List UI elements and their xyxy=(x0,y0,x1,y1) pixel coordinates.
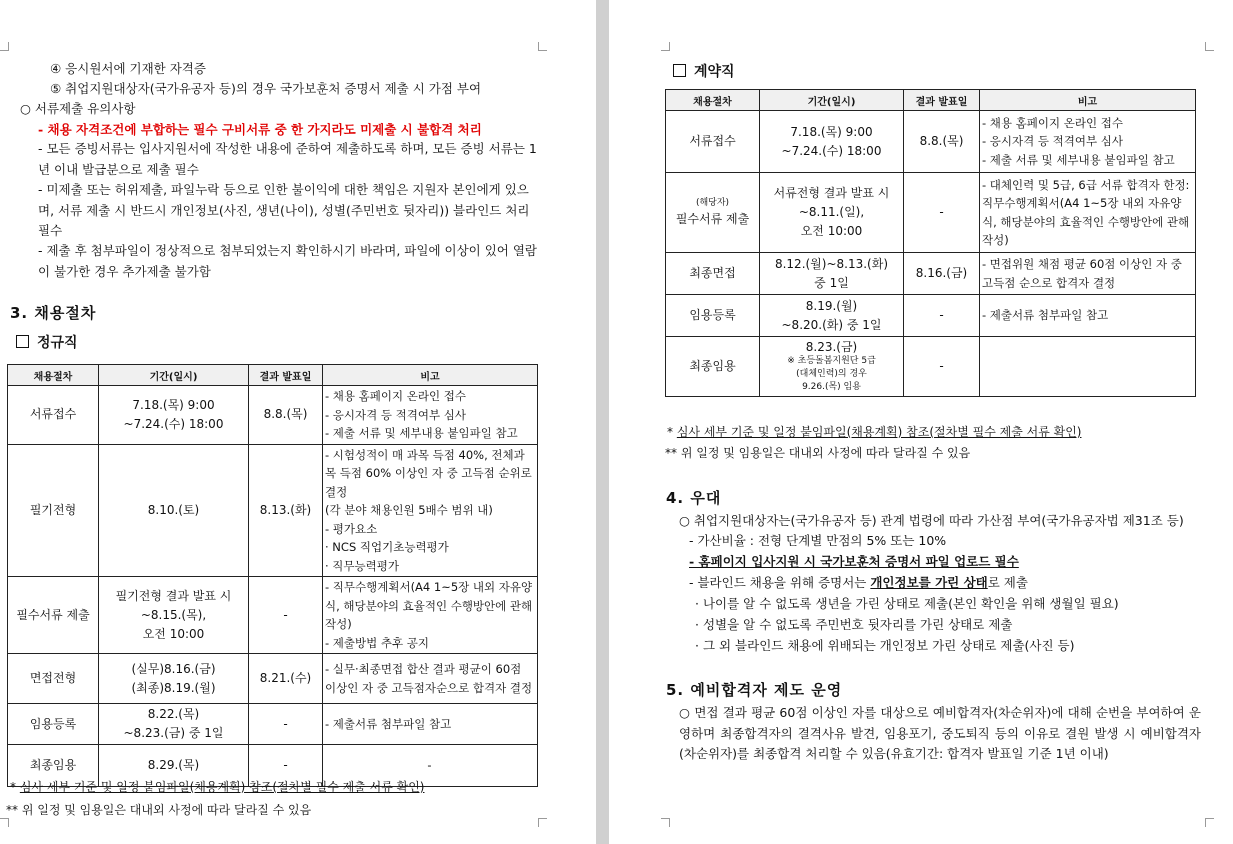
margin-mark xyxy=(661,42,670,51)
table-row xyxy=(8,704,538,745)
stage-cell: 면접전형 xyxy=(8,654,99,704)
result-cell: - xyxy=(904,337,980,397)
benefit-blind-notice xyxy=(689,575,1028,591)
margin-mark xyxy=(538,42,547,51)
period-cell: 7.18.(목) 9:00 ~7.24.(수) 18:00 xyxy=(123,397,224,431)
benefit-upload-required: - 홈페이지 입사지원 시 국가보훈처 증명서 파일 업로드 필수 xyxy=(689,554,1019,569)
result-cell: 8.13.(화) xyxy=(249,444,323,577)
page-gutter xyxy=(596,0,609,844)
margin-mark xyxy=(661,818,670,827)
table-row xyxy=(8,386,538,445)
checkbox-square-icon xyxy=(673,64,686,77)
disqualification-warning: - 채용 자격조건에 부합하는 필수 구비서류 중 한 가지라도 미제출 시 불합격 처리 xyxy=(38,122,482,137)
benefit-eligibility: ○ 취업지원대상자는(국가유공자 등) 관계 법령에 따라 가산점 부여(국가유공자법 제31조 등) xyxy=(679,513,1184,528)
period-cell: 8.19.(월) ~8.20.(화) 중 1일 xyxy=(781,298,882,332)
result-cell: - xyxy=(904,295,980,337)
stage-cell: 서류접수 xyxy=(8,386,99,445)
subsection-contract xyxy=(673,61,735,81)
document-page-right xyxy=(609,0,1233,844)
result-cell: 8.16.(금) xyxy=(904,253,980,295)
stage-cell: 서류접수 xyxy=(666,111,760,173)
note-cell: - 면접위원 채점 평균 60점 이상인 자 중 고득점 순으로 합격자 결정 xyxy=(982,257,1182,290)
period-cell: 서류전형 결과 발표 시 ~8.11.(일), 오전 10:00 xyxy=(773,186,890,238)
column-header: 채용절차 xyxy=(666,90,760,111)
period-cell: 8.10.(토) xyxy=(147,502,200,517)
period-cell: 8.29.(목) xyxy=(147,758,200,772)
benefit-age-mask: · 나이를 알 수 없도록 생년을 가린 상태로 제출(본인 확인을 위해 생월일 필요) xyxy=(695,596,1119,611)
result-cell: 8.21.(수) xyxy=(249,654,323,704)
table-row xyxy=(8,444,538,577)
footnote-schedule: ** 위 일정 및 임용일은 대내외 사정에 따라 달라질 수 있음 xyxy=(665,446,971,460)
stage-cell: 임용등록 xyxy=(8,704,99,745)
note-cell: - 직무수행계획서(A4 1~5장 내외 자유양식, 해당분야의 효율적인 수행방안에 관해 작성) - 제출방법 추후 공지 xyxy=(325,580,533,650)
benefit-blind-emphasis: 개인정보를 가린 상태 xyxy=(870,575,988,590)
table-row xyxy=(666,253,1196,295)
document-page-left xyxy=(0,0,596,844)
note-cell: - 시험성적이 매 과목 득점 40%, 전체과목 득점 60% 이상인 자 중 고득점 순위로 결정 (각 분야 채용인원 5배수 범위 내) - 평가요소 · NCS 직업기초능력평가 · 직무능력평가 xyxy=(325,447,532,573)
footnote-marker: * xyxy=(10,780,20,794)
result-cell: - xyxy=(904,173,980,253)
stage-cell: 임용등록 xyxy=(666,295,760,337)
benefit-rate: - 가산비율 : 전형 단계별 만점의 5% 또는 10% xyxy=(689,533,947,548)
footnote-marker: * xyxy=(667,425,677,439)
benefit-blind-pre: - 블라인드 채용을 위해 증명서는 xyxy=(689,575,871,590)
table-row xyxy=(666,337,1196,397)
table-row xyxy=(666,111,1196,173)
note-cell: - 대체인력 및 5급, 6급 서류 합격자 한정: 직무수행계획서(A4 1~5장 내외 자유양식, 해당분야의 효율적인 수행방안에 관해 작성) xyxy=(982,177,1190,247)
result-cell: 8.8.(목) xyxy=(249,386,323,445)
stage-prefix: (해당자) xyxy=(695,197,730,208)
footnote-schedule: ** 위 일정 및 임용일은 대내외 사정에 따라 달라질 수 있음 xyxy=(6,803,312,817)
note-cell: - 채용 홈페이지 온라인 접수 - 응시자격 등 적격여부 심사 - 제출 서류 및 세부내용 붙임파일 참고 xyxy=(325,389,518,440)
period-cell: 필기전형 결과 발표 시 ~8.15.(목), 오전 10:00 xyxy=(115,588,232,641)
regular-procedure-table xyxy=(7,364,538,787)
column-header: 비고 xyxy=(323,365,538,386)
period-cell: 8.12.(월)~8.13.(화) 중 1일 xyxy=(774,256,889,290)
note-cell: - xyxy=(427,758,432,773)
section-title-procedure: 3. 채용절차 xyxy=(10,304,97,322)
note-blind-processing: - 미제출 또는 허위제출, 파일누락 등으로 인한 불이익에 대한 책임은 지원자 본인에게 있으며, 서류 제출 시 반드시 개인정보(사진, 생년(나이), 성별(주민번호 뒷자리)) 블라인드 처리 필수 xyxy=(38,182,530,238)
margin-mark xyxy=(0,42,9,51)
result-cell: - xyxy=(249,745,323,787)
stage-cell: 필수서류 제출 xyxy=(675,211,750,226)
list-item-veteran-bonus: ⑤ 취업지원대상자(국가유공자 등)의 경우 국가보훈처 증명서 제출 시 가점 부여 xyxy=(50,81,482,96)
stage-cell: 최종임용 xyxy=(666,337,760,397)
period-cell: 8.23.(금) xyxy=(805,340,858,354)
stage-cell: 필수서류 제출 xyxy=(8,577,99,654)
column-header: 비고 xyxy=(980,90,1196,111)
section-title-benefit: 4. 우대 xyxy=(666,489,722,507)
table-row xyxy=(8,577,538,654)
subsection-title-contract: 계약직 xyxy=(694,64,735,80)
margin-mark xyxy=(538,818,547,827)
column-header: 결과 발표일 xyxy=(904,90,980,111)
column-header: 채용절차 xyxy=(8,365,99,386)
column-header: 기간(일시) xyxy=(99,365,249,386)
footnote-criteria xyxy=(10,778,424,795)
section-title-reserve: 5. 예비합격자 제도 운영 xyxy=(666,681,843,699)
table-row xyxy=(666,173,1196,253)
document-notes-heading: ○ 서류제출 유의사항 xyxy=(20,101,136,116)
footnote-criteria xyxy=(667,423,1081,440)
note-cell: - 제출서류 첨부파일 참고 xyxy=(325,716,452,731)
period-cell: (실무)8.16.(금) (최종)8.19.(월) xyxy=(131,661,216,695)
margin-mark xyxy=(1205,42,1214,51)
column-header: 기간(일시) xyxy=(760,90,904,111)
checkbox-square-icon xyxy=(16,335,29,348)
stage-cell: 최종임용 xyxy=(8,745,99,787)
subsection-regular xyxy=(16,332,78,352)
footnote-criteria-text: 심사 세부 기준 및 일정 붙임파일(채용계획) 참조(절차별 필수 제출 서류 확인) xyxy=(19,780,425,794)
list-item-certificate: ④ 응시원서에 기재한 자격증 xyxy=(50,61,206,76)
result-cell: 8.8.(목) xyxy=(904,111,980,173)
margin-mark xyxy=(0,818,9,827)
period-note: ※ 초등돌봄지원단 5급 (대체인력)의 경우 9.26.(목) 임용 xyxy=(787,356,876,392)
benefit-gender-mask: · 성별을 알 수 없도록 주민번호 뒷자리를 가린 상태로 제출 xyxy=(695,617,1013,632)
reserve-system-text: ○ 면접 결과 평균 60점 이상인 자를 대상으로 예비합격자(차순위자)에 대해 순번을 부여하여 운영하며 최종합격자의 결격사유 발견, 임용포기, 중도퇴직 등의 이유로 결원 발생 시 예비합격자(차순위자)를 최종합격 처리할 수 있음(유효기간: 합격자 발표일 기준 1년 이내) xyxy=(679,705,1201,761)
note-attachment-check: - 제출 후 첨부파일이 정상적으로 첨부되었는지 확인하시기 바라며, 파일에 이상이 있어 열람이 불가한 경우 추가제출 불가함 xyxy=(38,243,537,279)
contract-procedure-table xyxy=(665,89,1196,397)
result-cell: - xyxy=(249,577,323,654)
note-cell: - 실무·최종면접 합산 결과 평균이 60점 이상인 자 중 고득점자순으로 합격자 결정 xyxy=(325,662,533,695)
stage-cell: 필기전형 xyxy=(8,444,99,577)
margin-mark xyxy=(1205,818,1214,827)
benefit-other-mask: · 그 외 블라인드 채용에 위배되는 개인정보 가린 상태로 제출(사진 등) xyxy=(695,638,1075,653)
period-cell: 7.18.(목) 9:00 ~7.24.(수) 18:00 xyxy=(781,124,882,158)
note-cell: - 채용 홈페이지 온라인 접수 - 응시자격 등 적격여부 심사 - 제출 서류 및 세부내용 붙임파일 참고 xyxy=(982,115,1175,167)
period-cell: 8.22.(목) ~8.23.(금) 중 1일 xyxy=(123,707,224,740)
table-row xyxy=(8,654,538,704)
result-cell: - xyxy=(249,704,323,745)
column-header: 결과 발표일 xyxy=(249,365,323,386)
table-row xyxy=(666,295,1196,337)
benefit-blind-post: 로 제출 xyxy=(987,575,1028,590)
subsection-title-regular: 정규직 xyxy=(37,335,78,351)
stage-cell: 최종면접 xyxy=(666,253,760,295)
footnote-criteria-text: 심사 세부 기준 및 일정 붙임파일(채용계획) 참조(절차별 필수 제출 서류 확인) xyxy=(676,425,1082,439)
note-cell: - 제출서류 첨부파일 참고 xyxy=(982,308,1109,323)
note-proof-documents: - 모든 증빙서류는 입사지원서에 작성한 내용에 준하여 제출하도록 하며, 모든 증빙 서류는 1년 이내 발급분으로 제출 필수 xyxy=(38,141,537,177)
